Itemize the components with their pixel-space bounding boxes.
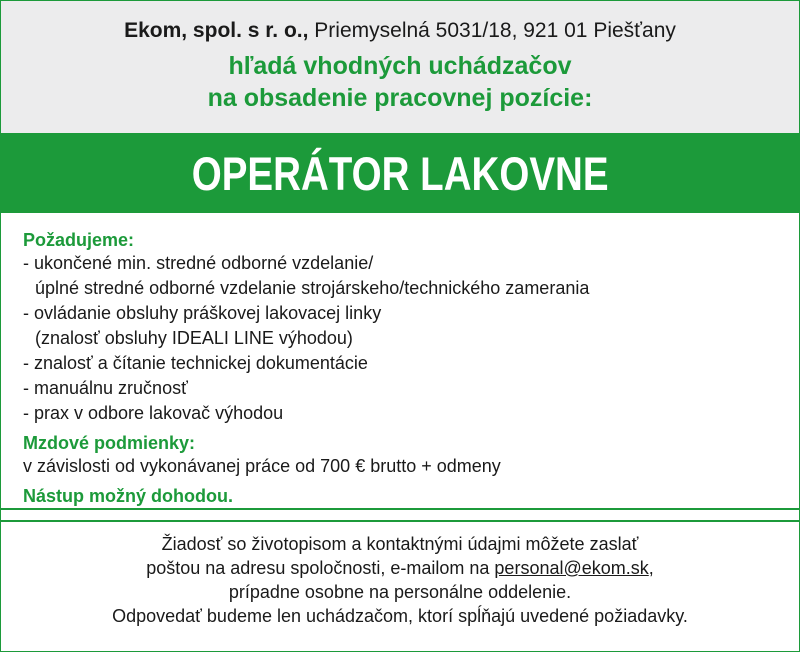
headline-line-1: hľadá vhodných uchádzačov <box>228 52 572 80</box>
requirement-item: - ukončené min. stredné odborné vzdelanie/ <box>23 253 374 273</box>
start-date-note: Nástup možný dohodou. <box>23 486 233 506</box>
salary-heading: Mzdové podmienky: <box>23 433 196 453</box>
requirements-section <box>1 212 799 510</box>
company-line <box>1 1 799 44</box>
salary-text: v závislosti od vykonávanej práce od 700 € brutto + odmeny <box>23 456 501 476</box>
contact-line-1: Žiadosť so životopisom a kontaktnými údajmi môžete zaslať <box>161 534 639 554</box>
requirement-item: - manuálnu zručnosť <box>23 378 188 398</box>
contact-line-2-suffix: , <box>648 558 654 578</box>
email-link[interactable]: personal@ekom.sk <box>494 558 649 578</box>
contact-section <box>1 520 799 628</box>
requirement-item: úplné stredné odborné vzdelanie strojárskeho/technického zamerania <box>35 278 590 298</box>
company-name: Ekom, spol. s r. o., <box>124 19 309 42</box>
contact-line-4: Odpovedať budeme len uchádzačom, ktorí spĺňajú uvedené požiadavky. <box>112 606 688 626</box>
headline-line-2: na obsadenie pracovnej pozície: <box>207 84 593 112</box>
job-title: OPERÁTOR LAKOVNE <box>191 146 609 200</box>
company-address: Priemyselná 5031/18, 921 01 Piešťany <box>308 19 676 42</box>
requirement-item: (znalosť obsluhy IDEALI LINE výhodou) <box>35 328 353 348</box>
requirement-item: - prax v odbore lakovač výhodou <box>23 403 284 423</box>
requirements-heading: Požadujeme: <box>23 230 135 250</box>
headline <box>1 50 799 114</box>
requirement-item: - ovládanie obsluhy práškovej lakovacej linky <box>23 303 382 323</box>
contact-line-2 <box>1 556 799 580</box>
requirements-list <box>23 251 799 426</box>
contact-line-3: prípadne osobne na personálne oddelenie. <box>228 582 572 602</box>
contact-line-2-prefix: poštou na adresu spoločnosti, e-mailom na <box>146 558 495 578</box>
requirement-item: - znalosť a čítanie technickej dokumentácie <box>23 353 368 373</box>
job-title-banner <box>1 134 799 212</box>
header-section <box>1 1 799 134</box>
